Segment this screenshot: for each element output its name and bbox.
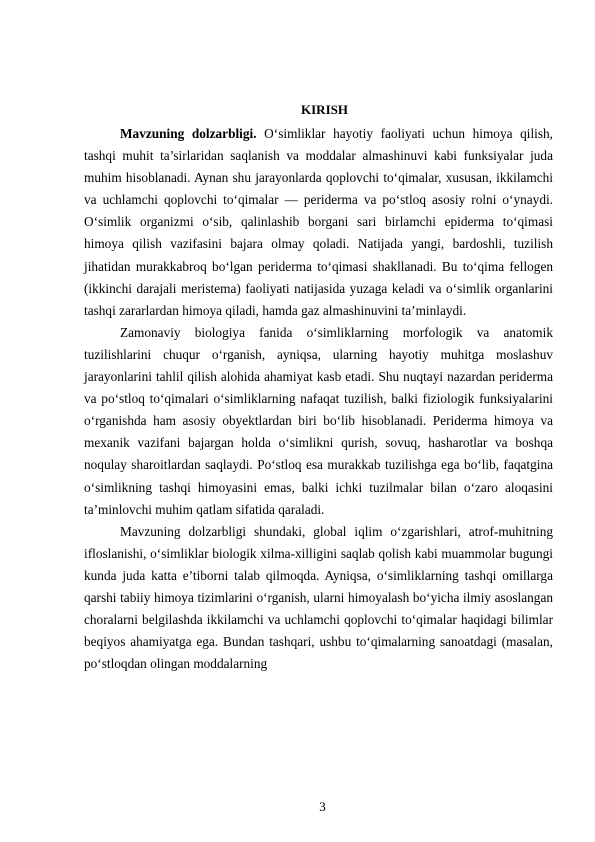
page-number: 3 (319, 799, 326, 814)
section-heading: KIRISH (301, 102, 348, 117)
paragraph-text: Mavzuning dolzarbligi shundaki, global iqlim o‘zgarishlari, atrof-muhitning ifloslanishi, o‘simliklar biologik xilma-xilligini saqlab qolish kabi muammolar bugungi kunda juda katta e’tiborni talab qilmoqda. Ayniqsa, o‘simliklarning tashqi omillarga qarshi tabiiy himoya tizimlarini o‘rganish, ularni himoyalash bo‘yicha ilmiy asoslangan choralarni belgilashda ikkilamchi va uchlamchi qoplovchi to‘qimalar haqidagi bilimlar beqiyos ahamiyatga ega. Bundan tashqari, ushbu to‘qimalarning sanoatdagi (masalan, po‘stloqdan olingan moddalarning (84, 523, 553, 672)
paragraph-text: O‘simliklar hayotiy faoliyati uchun himoya qilish, tashqi muhit ta’sirlaridan saqlanish va moddalar almashinuvi kabi funksiyalar juda muhim hisoblanadi. Aynan shu jarayonlarda qoplovchi to‘qimalar, xususan, ikkilamchi va uchlamchi qoplovchi to‘qimalar — periderma va po‘stloq asosiy rolni o‘ynaydi. O‘simlik organizmi o‘sib, qalinlashib borgani sari birlamchi epiderma to‘qimasi himoya qilish vazifasini bajara olmay qoladi. Natijada yangi, bardoshli, tuzilish jihatidan murakkabroq bo‘lgan periderma to‘qimasi shakllanadi. Bu to‘qima fellogen (ikkinchi darajali meristema) faoliyati natijasida yuzaga keladi va o‘simlik organlarini tashqi zararlardan himoya qiladi, hamda gaz almashinuvini ta’minlaydi. (84, 126, 553, 318)
paragraph-modern-biology (84, 322, 553, 521)
paragraph-relevance (84, 123, 553, 322)
paragraph-lead: Mavzuning dolzarbligi. (120, 126, 257, 141)
paragraph-global-climate (84, 521, 553, 676)
body-text (84, 123, 553, 675)
paragraph-text: Zamonaviy biologiya fanida o‘simliklarning morfologik va anatomik tuzilishlarini chuqur o‘rganish, ayniqsa, ularning hayotiy muhitga moslashuv jarayonlarini tahlil qilish alohida ahamiyat kasb etadi. Shu nuqtayi nazardan periderma va po‘stloq to‘qimalari o‘simliklarning nafaqat tuzilish, balki fiziologik funksiyalarini o‘rganishda ham asosiy obyektlardan biri bo‘lib hisoblanadi. Periderma himoya va mexanik vazifani bajargan holda o‘simlikni qurish, sovuq, hasharotlar va boshqa noqulay sharoitlardan saqlaydi. Po‘stloq esa murakkab tuzilishga ega bo‘lib, faqatgina o‘simlikning tashqi himoyasini emas, balki ichki tuzilmalar bilan o‘zaro aloqasini ta’minlovchi muhim qatlam sifatida qaraladi. (84, 324, 553, 517)
